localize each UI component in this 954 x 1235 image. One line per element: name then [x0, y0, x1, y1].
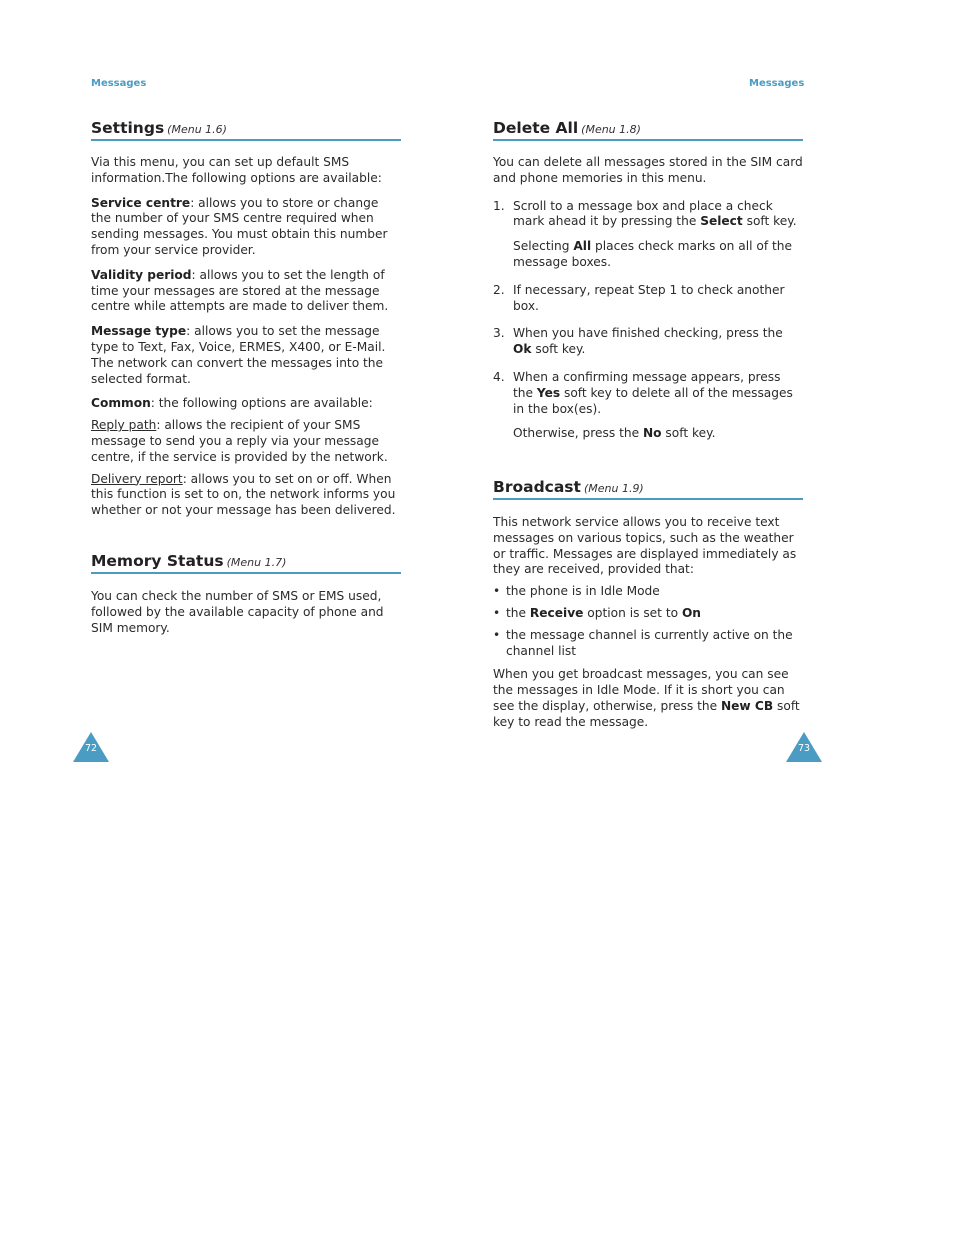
step-1-sub [513, 239, 803, 271]
memory-status-title: Memory Status [91, 552, 224, 570]
step-4-sub-c: soft key. [661, 426, 716, 441]
broadcast-bullet-3 [493, 628, 803, 660]
step-1-sub-all: All [573, 239, 592, 254]
memory-status-menu-ref: (Menu 1.7) [226, 556, 287, 569]
step-3-number: 3. [493, 326, 505, 341]
bullet-2-receive: Receive [529, 605, 584, 620]
page-number-right: 73 [797, 743, 811, 754]
settings-title: Settings [91, 119, 165, 137]
delete-all-intro: You can delete all messages stored in the SIM card and phone memories in this menu. [493, 155, 803, 185]
page-number-left: 72 [84, 743, 98, 754]
common-text: : the following options are available: [150, 396, 373, 411]
step-4 [493, 370, 803, 442]
running-head-left: Messages [91, 78, 147, 89]
step-4-sub-no: No [642, 426, 662, 441]
broadcast-bullet-2 [493, 606, 803, 622]
step-3-ok: Ok [513, 342, 532, 357]
settings-heading [91, 118, 401, 141]
delivery-report-text: : allows you to set on or off. When this function is set to on, the network informs you whether or not your message has been delivered. [91, 471, 396, 518]
bullet-1-text: the phone is in Idle Mode [506, 584, 660, 599]
service-centre-text: : allows you to store or change the number of your SMS centre required when sending messages. You must obtain this number from your service provider. [91, 195, 388, 257]
bullet-2-text-a: the [506, 605, 530, 620]
broadcast-title: Broadcast [493, 478, 581, 496]
step-4-yes: Yes [536, 385, 561, 400]
broadcast-section [493, 477, 803, 740]
step-3 [493, 326, 803, 358]
settings-intro: Via this menu, you can set up default SMS information.The following options are available: [91, 155, 382, 185]
delete-all-heading [493, 118, 803, 141]
validity-paragraph [91, 268, 401, 315]
step-2-number: 2. [493, 282, 505, 297]
delivery-report-paragraph [91, 472, 401, 519]
step-4-sub-a: Otherwise, press the [513, 426, 643, 441]
page-number-marker-left [72, 731, 110, 763]
step-1 [493, 199, 803, 271]
step-3-text-a: When you have finished checking, press the [513, 326, 783, 341]
broadcast-bullet-1 [493, 584, 803, 600]
service-centre-paragraph [91, 196, 401, 259]
common-paragraph [91, 396, 401, 412]
settings-menu-ref: (Menu 1.6) [167, 123, 227, 136]
bullet-2-on: On [681, 605, 701, 620]
running-head-right: Messages [749, 78, 805, 89]
memory-status-heading [91, 551, 401, 574]
broadcast-new-cb: New CB [720, 698, 774, 713]
step-4-sub [513, 426, 803, 442]
step-1-text-c: soft key. [742, 214, 797, 229]
step-4-text-c: soft key to delete all of the messages in the box(es). [513, 385, 793, 416]
common-term: Common [91, 396, 151, 411]
validity-term: Validity period [91, 267, 192, 282]
step-4-number: 4. [493, 369, 505, 384]
step-1-select: Select [700, 214, 743, 229]
reply-path-paragraph [91, 418, 401, 465]
broadcast-outro [493, 667, 803, 730]
broadcast-conditions [493, 584, 803, 659]
step-3-text-c: soft key. [531, 342, 586, 357]
step-1-text-a: Scroll to a message box and place a check mark ahead it by pressing the [513, 198, 773, 229]
bullet-dot: • [493, 627, 501, 642]
bullet-2-text-c: option is set to [583, 605, 682, 620]
step-1-sub-c: places check marks on all of the message boxes. [513, 239, 792, 269]
delete-all-steps [493, 199, 803, 443]
broadcast-outro-c: soft key to read the message. [493, 698, 800, 729]
delivery-report-term: Delivery report [91, 471, 183, 486]
service-centre-term: Service centre [91, 195, 191, 210]
reply-path-text: : allows the recipient of your SMS message to send you a reply via your message centre, if the service is provided by the network. [91, 418, 388, 464]
broadcast-menu-ref: (Menu 1.9) [583, 482, 644, 495]
delete-all-title: Delete All [493, 119, 579, 137]
bullet-3-text: the message channel is currently active on the channel list [506, 627, 793, 658]
broadcast-intro: This network service allows you to receive text messages on various topics, such as the weather or traffic. Messages are displayed immediately as they are received, provided that: [493, 515, 797, 577]
message-type-paragraph [91, 324, 401, 387]
validity-text: : allows you to set the length of time your messages are stored at the message centre while attempts are made to deliver them. [91, 267, 389, 314]
delete-all-menu-ref: (Menu 1.8) [581, 123, 641, 136]
reply-path-term: Reply path [91, 418, 157, 433]
right-page [477, 0, 954, 1235]
memory-status-section [91, 551, 401, 645]
broadcast-outro-a: When you get broadcast messages, you can see the messages in Idle Mode. If it is short you can see the display, otherwise, press the [493, 667, 789, 713]
step-1-sub-a: Selecting [513, 239, 574, 254]
message-type-term: Message type [91, 324, 187, 339]
delete-all-section [493, 118, 803, 454]
step-2 [493, 283, 803, 315]
step-1-number: 1. [493, 198, 505, 213]
memory-status-text: You can check the number of SMS or EMS used, followed by the available capacity of phone and SIM memory. [91, 589, 384, 635]
settings-section [91, 118, 401, 528]
broadcast-heading [493, 477, 803, 500]
bullet-dot: • [493, 584, 501, 599]
step-4-text-a: When a confirming message appears, press the [513, 369, 781, 400]
bullet-dot: • [493, 605, 501, 620]
step-2-text: If necessary, repeat Step 1 to check another box. [513, 282, 785, 313]
message-type-text: : allows you to set the message type to Text, Fax, Voice, ERMES, X400, or E-Mail. The network can convert the messages into the selected format. [91, 324, 386, 386]
page-number-marker-right [785, 731, 823, 763]
